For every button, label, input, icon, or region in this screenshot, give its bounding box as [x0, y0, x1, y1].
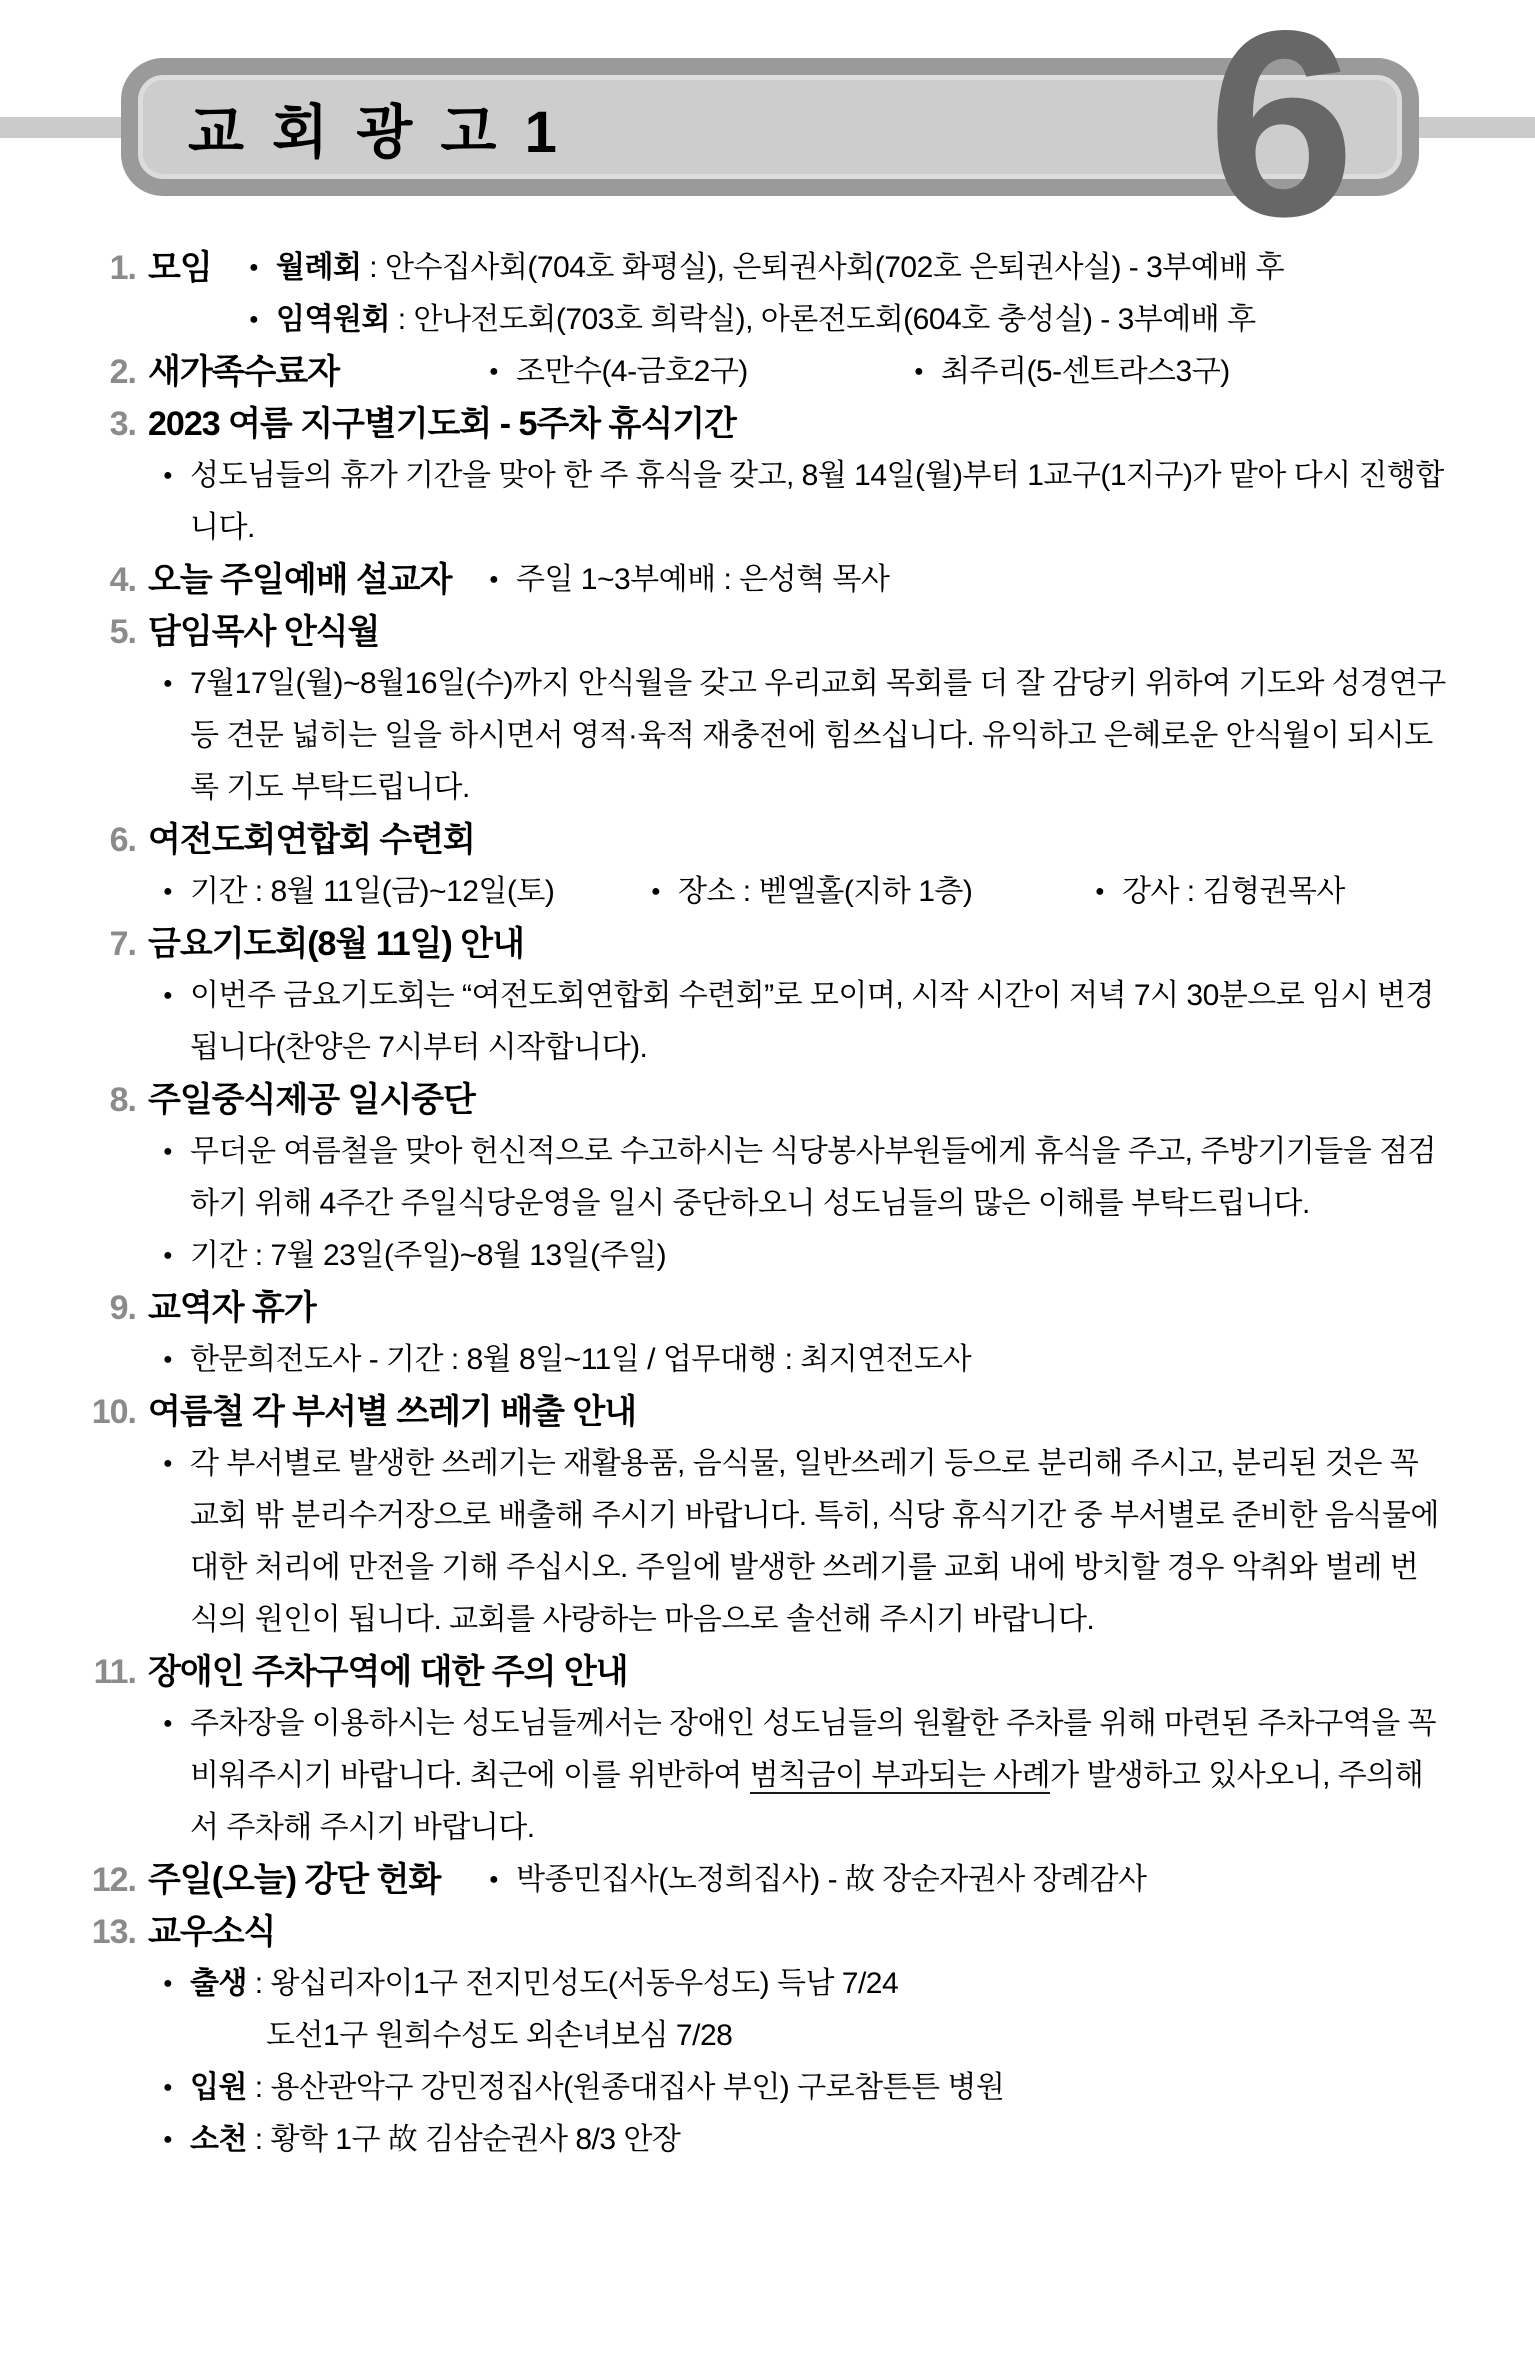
- item-heading: 주일(오늘) 강단 헌화: [148, 1861, 441, 1899]
- item-number: 6.: [109, 821, 136, 859]
- item-heading: 오늘 주일예배 설교자: [148, 561, 452, 599]
- item-number: 8.: [109, 1081, 136, 1119]
- announcement-item-9: [56, 1282, 1446, 1386]
- bullet-item: [1094, 866, 1345, 918]
- bullet-label: 출생: [190, 1967, 247, 2000]
- announcement-item-2: [56, 346, 1446, 398]
- bullet-text: 주차장을 이용하시는 성도님들께서는 장애인 성도님들의 원활한 주차를 위해 마련된 주차구역을 꼭 비워주시기 바랍니다. 최근에 이를 위반하여: [190, 1707, 1437, 1792]
- bullet-text: 기간 : 8월 11일(금)~12일(토): [190, 875, 555, 908]
- bullet-item: [650, 866, 1094, 918]
- bullet-item: [162, 1334, 1446, 1386]
- bullet-text: 조만수(4-금호2구): [516, 355, 748, 388]
- bullet-item: [162, 1230, 1446, 1282]
- announcement-item-11: [56, 1646, 1446, 1854]
- item-number: 10.: [91, 1393, 136, 1431]
- bullet-text: 한문희전도사 - 기간 : 8월 8일~11일 / 업무대행 : 최지연전도사: [190, 1343, 972, 1376]
- bullet-item: [162, 866, 650, 918]
- page-number-badge: 6: [1207, 0, 1355, 272]
- bullet-item: [162, 658, 1446, 814]
- bullet-item: [162, 1126, 1446, 1230]
- bullet-text: 가 발생하고 있사오니, 주의해서 주차해 주시기 바랍니다.: [190, 1759, 1424, 1844]
- item-number: 13.: [91, 1913, 136, 1951]
- bullet-item: [162, 970, 1446, 1074]
- item-number: 3.: [109, 405, 136, 443]
- item-heading: 금요기도회(8월 11일) 안내: [148, 925, 524, 963]
- bullet-text: 7월17일(월)~8월16일(수)까지 안식월을 갖고 우리교회 목회를 더 잘 감당키 위하여 기도와 성경연구 등 견문 넓히는 일을 하시면서 영적·육적 재충전에 힘쓰십니다. 유익하고 은혜로운 안식월이 되시도록 기도 부탁드립니다.: [190, 667, 1446, 804]
- announcement-item-10: [56, 1386, 1446, 1646]
- item-heading: 주일중식제공 일시중단: [148, 1081, 475, 1119]
- bullet-text: 강사 : 김형권목사: [1122, 875, 1345, 908]
- bullet-text: 각 부서별로 발생한 쓰레기는 재활용품, 음식물, 일반쓰레기 등으로 분리해 주시고, 분리된 것은 꼭 교회 밖 분리수거장으로 배출해 주시기 바랍니다. 특히, 식당 휴식기간 중 부서별로 준비한 음식물에 대한 처리에 만전을 기해 주십시오. 주일에 발생한 쓰레기를 교회 내에 방치할 경우 악취와 벌레 번식의 원인이 됩니다. 교회를 사랑하는 마음으로 솔선해 주시기 바랍니다.: [190, 1447, 1439, 1636]
- bullet-label: 월례회: [276, 251, 362, 284]
- bullet-item: [488, 554, 889, 606]
- bullet-item: [248, 294, 1284, 346]
- announcement-item-12: [56, 1854, 1446, 1906]
- bullet-item: [162, 2114, 1446, 2166]
- bullet-text: : 왕십리자이1구 전지민성도(서동우성도) 득남 7/24: [246, 1967, 899, 2000]
- underlined-text: 범칙금이 부과되는 사례: [749, 1759, 1051, 1792]
- bullet-text: 무더운 여름철을 맞아 헌신적으로 수고하시는 식당봉사부원들에게 휴식을 주고, 주방기기들을 점검하기 위해 4주간 주일식당운영을 일시 중단하오니 성도님들의 많은 이해를 부탁드립니다.: [190, 1135, 1437, 1220]
- item-number: 7.: [109, 925, 136, 963]
- item-heading: 담임목사 안식월: [148, 613, 380, 651]
- item-heading: 교역자 휴가: [148, 1289, 316, 1327]
- bullet-label: 소천: [190, 2123, 247, 2156]
- bullet-text: 장소 : 벧엘홀(지하 1층): [678, 875, 973, 908]
- announcement-item-13: [56, 1906, 1446, 2166]
- item-heading: 모임: [148, 249, 212, 287]
- bullet-item: [488, 1854, 1146, 1906]
- item-number: 1.: [109, 249, 136, 287]
- item-number: 9.: [109, 1289, 136, 1327]
- bullet-text: 최주리(5-센트라스3구): [941, 355, 1230, 388]
- bullet-label: 입원: [190, 2071, 247, 2104]
- bullet-text: 성도님들의 휴가 기간을 맞아 한 주 휴식을 갖고, 8월 14일(월)부터 1교구(1지구)가 맡아 다시 진행합니다.: [190, 459, 1444, 544]
- bullet-text: 기간 : 7월 23일(주일)~8월 13일(주일): [190, 1239, 667, 1272]
- announcement-item-6: [56, 814, 1446, 918]
- item-heading: 교우소식: [148, 1913, 276, 1951]
- item-number: 5.: [109, 613, 136, 651]
- announcement-item-8: [56, 1074, 1446, 1282]
- item-number: 11.: [93, 1653, 136, 1691]
- announcement-item-4: [56, 554, 1446, 606]
- bullet-text-continued: 도선1구 원희수성도 외손녀보심 7/28: [266, 2019, 733, 2052]
- item-number: 2.: [109, 353, 136, 391]
- bullet-item: [162, 1698, 1446, 1854]
- announcement-item-1: [56, 242, 1446, 346]
- bullet-item: [162, 1438, 1446, 1646]
- bullet-item: [162, 2062, 1446, 2114]
- bullet-item: [488, 346, 913, 398]
- bullet-text: 이번주 금요기도회는 “여전도회연합회 수련회”로 모이며, 시작 시간이 저녁 7시 30분으로 임시 변경됩니다(찬양은 7시부터 시작합니다).: [190, 979, 1434, 1064]
- announcement-item-5: [56, 606, 1446, 814]
- bullet-item: [248, 242, 1284, 294]
- announcement-item-3: [56, 398, 1446, 554]
- item-heading: 여름철 각 부서별 쓰레기 배출 안내: [148, 1393, 637, 1431]
- bullet-label: 임역원회: [276, 303, 390, 336]
- item-heading: 새가족수료자: [148, 353, 340, 391]
- bullet-text: : 용산관악구 강민정집사(원종대집사 부인) 구로참튼튼 병원: [246, 2071, 1005, 2104]
- bullet-text: : 안수집사회(704호 화평실), 은퇴권사회(702호 은퇴권사실) - 3부예배 후: [361, 251, 1285, 284]
- item-heading: 장애인 주차구역에 대한 주의 안내: [148, 1653, 628, 1691]
- item-number: 4.: [109, 561, 136, 599]
- announcement-item-7: [56, 918, 1446, 1074]
- bullet-item: [913, 346, 1230, 398]
- bullet-text: : 안나전도회(703호 희락실), 아론전도회(604호 충성실) - 3부예배 후: [389, 303, 1256, 336]
- announcement-list: [56, 242, 1446, 2166]
- page-title: 교 회 광 고 1: [188, 100, 563, 165]
- item-heading: 2023 여름 지구별기도회 - 5주차 휴식기간: [148, 405, 736, 443]
- bullet-text: 주일 1~3부예배 : 은성혁 목사: [516, 563, 890, 596]
- item-heading: 여전도회연합회 수련회: [148, 821, 475, 859]
- bullet-text: : 황학 1구 故 김삼순권사 8/3 안장: [246, 2123, 681, 2156]
- bullet-item: [162, 450, 1446, 554]
- item-number: 12.: [91, 1861, 136, 1899]
- bullet-item: [162, 1958, 1446, 2062]
- bullet-text: 박종민집사(노정희집사) - 故 장순자권사 장례감사: [516, 1863, 1147, 1896]
